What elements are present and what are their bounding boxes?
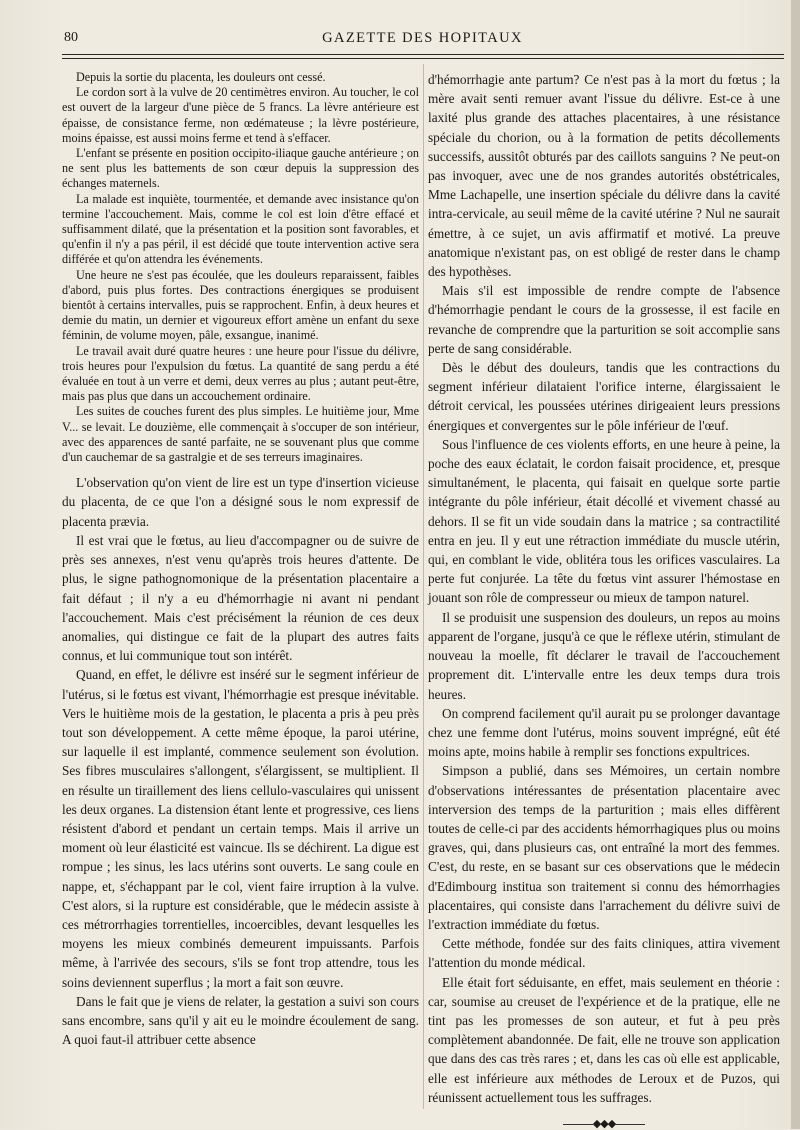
running-title: GAZETTE DES HOPITAUX bbox=[322, 30, 523, 46]
paragraph: La malade est inquiète, tourmentée, et demande avec insistance qu'on termine l'accouchement. Mais, comme le col est loin d'être effacé et suffisamment dilaté, que la présentation et la position sont favorables, et qu'enfin il n'y a pas péril, il est décidé que toute intervention active sera différée et qu'on attendra les événements. bbox=[62, 191, 419, 267]
page-edge bbox=[791, 0, 800, 1129]
paragraph: Cette méthode, fondée sur des faits cliniques, attira vivement l'attention du monde médical. bbox=[428, 936, 780, 971]
left-column bbox=[62, 70, 419, 1049]
section-gap bbox=[62, 465, 419, 473]
paragraph: Il se produisit une suspension des douleurs, un repos au moins apparent de l'organe, jusqu'à ce que le réflexe utérin, stimulant de nouveau la moelle, fît déclarer le travail de l'accouchement proprement dit. L'intervalle entre les deux temps dura trois heures. bbox=[428, 609, 780, 702]
paragraph: L'enfant se présente en position occipito-iliaque gauche antérieure ; on ne sent plus les battements de son cœur depuis la suppression des échanges maternels. bbox=[62, 146, 420, 191]
paragraph: L'observation qu'on vient de lire est un type d'insertion vicieuse du placenta, de ce que l'on a désigné sous le nom expressif de placenta prævia. bbox=[62, 475, 419, 529]
paragraph: d'hémorrhagie ante partum? Ce n'est pas à la mort du fœtus ; la mère avait senti remuer avant l'issue du délivre. Est-ce à une laxité plus grande des attaches placentaires, à une résistance spéciale du chorion, ou à la formation de petits décollements successifs, aussitôt obturés par des caillots sanguins ? Ne peut-on pas invoquer, avec une de nos grandes autorités obstétricales, Mme Lachapelle, une insertion spéciale du délivre dans la cavité intra-cervicale, au seuil même de la cavité utérine ? Nul ne saurait émettre, à ce sujet, un avis affirmatif et motivé. La preuve anatomique n'existant pas, on est obligé de rester dans le champ des hypothèses. bbox=[428, 72, 780, 280]
paragraph: Une heure ne s'est pas écoulée, que les douleurs reparaissent, faibles d'abord, puis plus fortes. Des contractions énergiques se produisent bientôt à certains intervalles, puis se rapprochent. Enfin, à deux heures et demie du matin, un dernier et vigoureux effort amène un enfant du sexe féminin, de volume moyen, pâle, exsangue, inanimé. bbox=[62, 267, 419, 343]
right-column bbox=[428, 70, 780, 1129]
paragraph: Sous l'influence de ces violents efforts, en une heure à peine, la poche des eaux éclatait, le cordon faisait procidence, et, presque simultanément, le placenta, qui faisait en quelque sorte partie intégrante du pôle inférieur, était décollé et vivement chassé au dehors. Il se fit un vide soudain dans la matrice ; sa contractilité entra en jeu. Il y eut une rétraction immédiate du muscle utérin, qui, en comblant le vide, oblitéra tous les orifices vasculaires. La perte fut conjurée. La tête du fœtus vint assurer l'hémostase en jouant son rôle de compresseur ou mieux de tampon naturel. bbox=[428, 436, 780, 606]
paragraph: Dans le fait que je viens de relater, la gestation a suivi son cours sans encombre, sans qu'il y ait eu le moindre écoulement de sang. A quoi faut-il attribuer cette absence bbox=[62, 993, 419, 1048]
paragraph: Les suites de couches furent des plus simples. Le huitième jour, Mme V... se levait. Le douzième, elle commençait à s'occuper de son intérieur, avec des apparences de santé parfaite, ne se souvenant plus que comme d'un cauchemar de sa gastralgie et de ses terreurs imaginaires. bbox=[62, 404, 419, 465]
header-rule bbox=[62, 54, 784, 55]
paragraph: Le cordon sort à la vulve de 20 centimètres environ. Au toucher, le col est ouvert de la largeur d'une pièce de 5 francs. La lèvre antérieure est épaisse, de consistance ferme, non œdémateuse ; la lèvre postérieure, moins épaisse, est aussi moins ferme et tend à s'effacer. bbox=[62, 85, 419, 145]
paragraph: Elle était fort séduisante, en effet, mais seulement en théorie : car, soumise au creuset de l'expérience et de la pratique, elle ne tint pas les promesses de son auteur, et fut à peu près complètement abandonnée. De fait, elle ne trouve son application que dans des cas très rares ; et, dans les cas où elle est applicable, elle est inférieure aux méthodes de Leroux et de Puzos, qui réunissent actuellement tous les suffrages. bbox=[428, 974, 780, 1105]
page-header bbox=[64, 30, 781, 50]
end-ornament: ◆◆◆ bbox=[559, 1119, 649, 1129]
paragraph: Dès le début des douleurs, tandis que les contractions du segment inférieur dilataient l'orifice interne, élargissaient le détroit cervical, les poussées utérines dirigeaient leurs pressions énergiques et convergentes sur le pôle inférieur de l'œuf. bbox=[428, 360, 780, 433]
paragraph: Le travail avait duré quatre heures : une heure pour l'issue du délivre, trois heures pour l'expulsion du fœtus. La quantité de sang perdu a été évaluée en tout à un verre et demi, deux verres au plus ; autant peut-être, mais pas plus que dans un accouchement ordinaire. bbox=[62, 343, 419, 404]
paragraph: On comprend facilement qu'il aurait pu se prolonger davantage chez une femme dont l'utérus, moins souvent imprégné, eût été moins apte, moins habile à remplir ses fonctions expultrices. bbox=[428, 705, 780, 760]
page-number: 80 bbox=[64, 30, 78, 45]
header-rule-thin bbox=[62, 58, 784, 59]
paragraph: Simpson a publié, dans ses Mémoires, un certain nombre d'observations intéressantes de présentation placentaire avec interversion des temps de la parturition ; mais elles diffèrent toutes de celle-ci par des accidents hémorrhagiques plus ou moins graves, qui, dans plusieurs cas, ont entraîné la mort des femmes. C'est, du reste, en se basant sur ces observations que le médecin d'Edimbourg institua son traitement si connu des hémorrhagies placentaires, qui consiste dans l'arrachement du délivre suivi de l'extraction immédiate du fœtus. bbox=[428, 763, 780, 932]
column-divider bbox=[423, 64, 424, 1109]
paragraph: Mais s'il est impossible de rendre compte de l'absence d'hémorrhagie pendant le cours de la grossesse, il est facile en revanche de comprendre que la parturition se soit accomplie sans perte de sang considérable. bbox=[428, 283, 780, 356]
paragraph: Quand, en effet, le délivre est inséré sur le segment inférieur de l'utérus, si le fœtus est vivant, l'hémorrhagie est presque inévitable. Vers le huitième mois de la gestation, le placenta a pris à peu près tout son développement. A cette même époque, la paroi utérine, sur laquelle il est implanté, commence seulement son évolution. Ses fibres musculaires s'allongent, s'élargissent, se multiplient. Il en résulte un tiraillement des liens cellulo-vasculaires qui unissent les deux organes. La distension étant lente et progressive, ces liens résistent d'abord et pendant un certain temps. Mais il arrive un moment où leur élasticité est vaincue. Ils se déchirent. La digue est rompue ; les sinus, les lacs utérins sont ouverts. Le sang coule en nappe, et, s'échappant par le col, vient faire irruption à la vulve. C'est alors, si la rupture est considérable, que le médecin assiste à ces métrorrhagies torrentielles, incoercibles, devant lesquelles les moyens les mieux combinés demeurent impuissants. Parfois même, à l'arrivée des secours, s'ils se font trop attendre, tous les soins deviennent superflus ; la mort a fait son œuvre. bbox=[62, 667, 419, 990]
paragraph: Il est vrai que le fœtus, au lieu d'accompagner ou de suivre de près ses annexes, n'est venu qu'après trois heures d'attente. De plus, le signe pathognomonique de la présentation placentaire a fait défaut ; il n'y a eu d'hémorrhagie ni avant ni pendant l'accouchement. Mais c'est précisément la réunion de ces deux anomalies, qui distingue ce fait de la plupart des autres faits connus, et lui communique tout son intérêt. bbox=[62, 532, 419, 664]
paragraph: Depuis la sortie du placenta, les douleurs ont cessé. bbox=[76, 70, 326, 84]
